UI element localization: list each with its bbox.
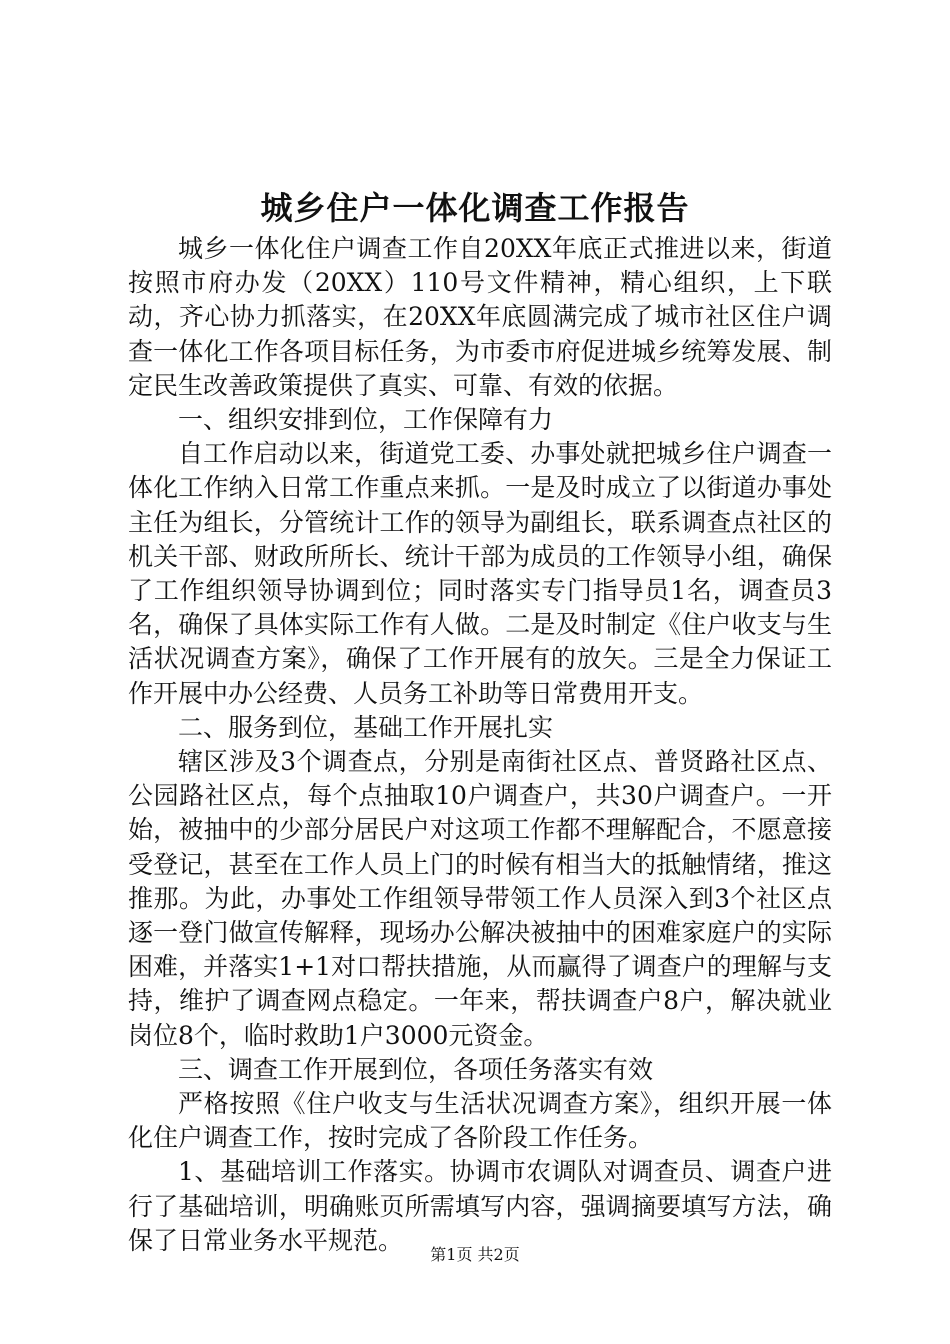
section-paragraph-2: 辖区涉及3个调查点，分别是南街社区点、普贤路社区点、公园路社区点，每个点抽取10户调查户，共30户调查户。一开始，被抽中的少部分居民户对这项工作都不理解配合，不愿意接受登记，甚至在工作人员上门的时候有相当大的抵触情绪，推这推那。为此，办事处工作组领导带领工作人员深入到3个社区点逐一登门做宣传解释，现场办公解决被抽中的困难家庭户的实际困难，并落实1+1对口帮扶措施，从而赢得了调查户的理解与支持，维护了调查网点稳定。一年来，帮扶调查户8户，解决就业岗位8个，临时救助1户3000元资金。: [128, 747, 832, 1050]
section-heading-2: 二、服务到位，基础工作开展扎实: [178, 712, 554, 742]
document-body: [128, 232, 832, 1258]
intro-paragraph: 城乡一体化住户调查工作自20XX年底正式推进以来，街道按照市府办发（20XX）110号文件精神，精心组织，上下联动，齐心协力抓落实，在20XX年底圆满完成了城市社区住户调查一体化工作各项目标任务，为市委市府促进城乡统筹发展、制定民生改善政策提供了真实、可靠、有效的依据。: [128, 234, 832, 400]
section-heading-3: 三、调查工作开展到位，各项任务落实有效: [178, 1054, 654, 1084]
section-paragraph-3: 严格按照《住户收支与生活状况调查方案》，组织开展一体化住户调查工作，按时完成了各阶段工作任务。: [128, 1089, 832, 1153]
sub-item-paragraph-1: 1、基础培训工作落实。协调市农调队对调查员、调查户进行了基础培训，明确账页所需填写内容，强调摘要填写方法，确保了日常业务水平规范。: [128, 1157, 832, 1255]
document-title: 城乡住户一体化调查工作报告: [260, 189, 690, 227]
section-heading-1: 一、组织安排到位，工作保障有力: [178, 405, 554, 435]
page-number: 第1页 共2页: [430, 1245, 520, 1264]
section-paragraph-1: 自工作启动以来，街道党工委、办事处就把城乡住户调查一体化工作纳入日常工作重点来抓。一是及时成立了以街道办事处主任为组长，分管统计工作的领导为副组长，联系调查点社区的机关干部、财政所所长、统计干部为成员的工作领导小组，确保了工作组织领导协调到位；同时落实专门指导员1名，调查员3名，确保了具体实际工作有人做。二是及时制定《住户收支与生活状况调查方案》，确保了工作开展有的放矢。三是全力保证工作开展中办公经费、人员务工补助等日常费用开支。: [128, 439, 832, 708]
